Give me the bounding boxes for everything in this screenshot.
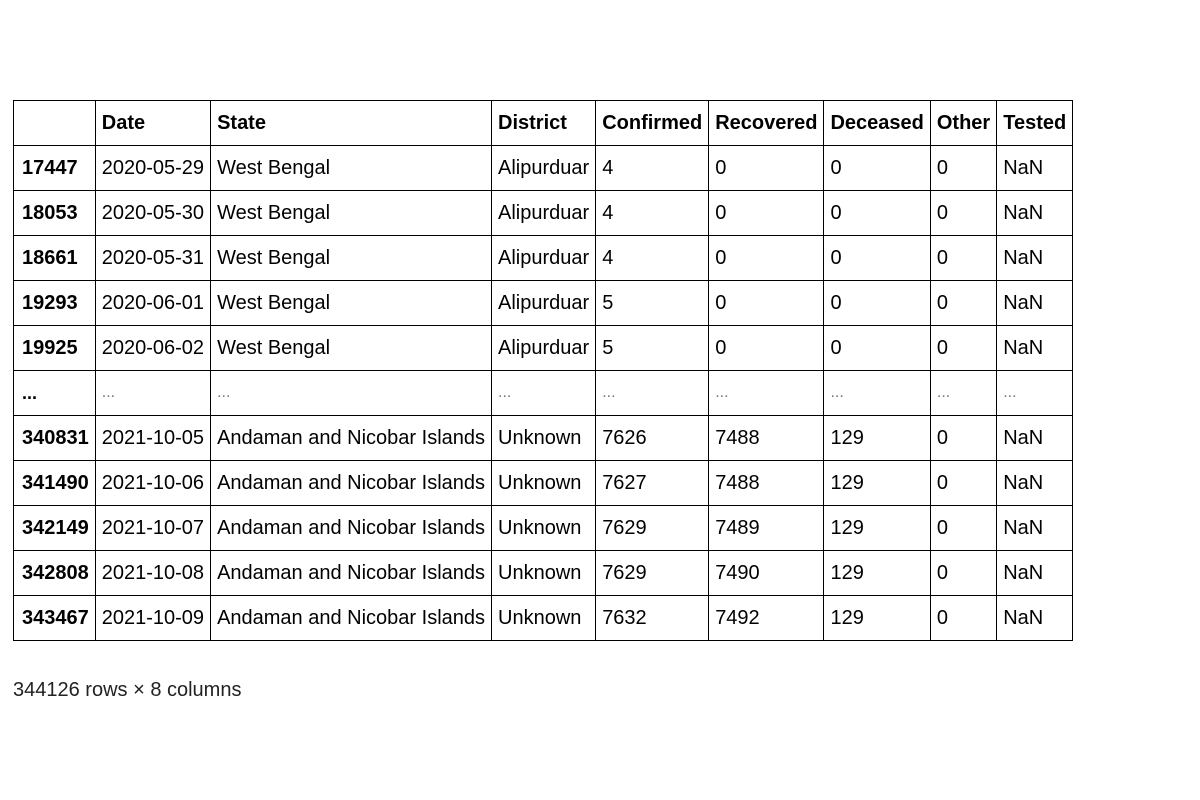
row-index: 340831 <box>14 416 96 461</box>
cell-recovered: 0 <box>709 326 824 371</box>
table-row <box>14 596 1073 641</box>
cell-date: ... <box>95 371 210 416</box>
cell-deceased: ... <box>824 371 930 416</box>
cell-other: ... <box>930 371 996 416</box>
cell-district: Unknown <box>492 461 596 506</box>
cell-other: 0 <box>930 506 996 551</box>
cell-confirmed: 4 <box>596 236 709 281</box>
cell-deceased: 129 <box>824 596 930 641</box>
cell-state: Andaman and Nicobar Islands <box>211 551 492 596</box>
table-row <box>14 146 1073 191</box>
table-row <box>14 461 1073 506</box>
table-row <box>14 191 1073 236</box>
cell-tested: ... <box>997 371 1073 416</box>
cell-state: West Bengal <box>211 191 492 236</box>
cell-other: 0 <box>930 416 996 461</box>
shape-caption: 344126 rows × 8 columns <box>13 679 242 701</box>
cell-recovered: ... <box>709 371 824 416</box>
table-row <box>14 506 1073 551</box>
cell-state: Andaman and Nicobar Islands <box>211 506 492 551</box>
row-index: 341490 <box>14 461 96 506</box>
cell-date: 2021-10-08 <box>95 551 210 596</box>
cell-tested: NaN <box>997 146 1073 191</box>
cell-recovered: 7489 <box>709 506 824 551</box>
cell-confirmed: ... <box>596 371 709 416</box>
cell-recovered: 0 <box>709 191 824 236</box>
cell-confirmed: 7632 <box>596 596 709 641</box>
cell-state: West Bengal <box>211 281 492 326</box>
row-index: 342808 <box>14 551 96 596</box>
cell-confirmed: 5 <box>596 326 709 371</box>
cell-date: 2020-05-30 <box>95 191 210 236</box>
cell-tested: NaN <box>997 551 1073 596</box>
row-index: 17447 <box>14 146 96 191</box>
cell-recovered: 7492 <box>709 596 824 641</box>
table-header <box>14 101 1073 146</box>
cell-recovered: 0 <box>709 146 824 191</box>
cell-district: Alipurduar <box>492 191 596 236</box>
cell-deceased: 0 <box>824 191 930 236</box>
row-index: 18661 <box>14 236 96 281</box>
cell-state: Andaman and Nicobar Islands <box>211 416 492 461</box>
cell-tested: NaN <box>997 326 1073 371</box>
cell-deceased: 0 <box>824 281 930 326</box>
cell-confirmed: 4 <box>596 146 709 191</box>
cell-date: 2020-06-01 <box>95 281 210 326</box>
row-index: 18053 <box>14 191 96 236</box>
cell-deceased: 0 <box>824 326 930 371</box>
header-deceased: Deceased <box>824 101 930 146</box>
cell-tested: NaN <box>997 236 1073 281</box>
table-row <box>14 416 1073 461</box>
dataframe-output <box>13 100 1073 641</box>
cell-district: Unknown <box>492 551 596 596</box>
cell-confirmed: 4 <box>596 191 709 236</box>
cell-other: 0 <box>930 596 996 641</box>
cell-state: Andaman and Nicobar Islands <box>211 596 492 641</box>
header-confirmed: Confirmed <box>596 101 709 146</box>
cell-tested: NaN <box>997 191 1073 236</box>
cell-date: 2020-05-31 <box>95 236 210 281</box>
cell-district: Unknown <box>492 416 596 461</box>
cell-district: Alipurduar <box>492 281 596 326</box>
cell-date: 2021-10-07 <box>95 506 210 551</box>
cell-other: 0 <box>930 236 996 281</box>
row-index: 342149 <box>14 506 96 551</box>
cell-district: Alipurduar <box>492 326 596 371</box>
header-index <box>14 101 96 146</box>
table-body <box>14 146 1073 641</box>
table-row <box>14 326 1073 371</box>
cell-tested: NaN <box>997 596 1073 641</box>
dataframe-table <box>13 100 1073 641</box>
cell-state: ... <box>211 371 492 416</box>
header-row <box>14 101 1073 146</box>
table-row <box>14 551 1073 596</box>
row-index: 343467 <box>14 596 96 641</box>
cell-confirmed: 7629 <box>596 551 709 596</box>
cell-district: Alipurduar <box>492 146 596 191</box>
header-district: District <box>492 101 596 146</box>
cell-district: Unknown <box>492 596 596 641</box>
cell-state: West Bengal <box>211 146 492 191</box>
cell-other: 0 <box>930 146 996 191</box>
cell-other: 0 <box>930 191 996 236</box>
cell-tested: NaN <box>997 461 1073 506</box>
cell-date: 2021-10-05 <box>95 416 210 461</box>
cell-confirmed: 7626 <box>596 416 709 461</box>
cell-date: 2021-10-06 <box>95 461 210 506</box>
cell-recovered: 7488 <box>709 416 824 461</box>
cell-district: Unknown <box>492 506 596 551</box>
cell-recovered: 0 <box>709 236 824 281</box>
header-other: Other <box>930 101 996 146</box>
header-tested: Tested <box>997 101 1073 146</box>
header-date: Date <box>95 101 210 146</box>
cell-deceased: 129 <box>824 551 930 596</box>
cell-other: 0 <box>930 461 996 506</box>
row-index: 19293 <box>14 281 96 326</box>
row-index: ... <box>14 371 96 416</box>
table-row <box>14 236 1073 281</box>
cell-other: 0 <box>930 551 996 596</box>
header-state: State <box>211 101 492 146</box>
cell-district: Alipurduar <box>492 236 596 281</box>
cell-state: West Bengal <box>211 236 492 281</box>
cell-tested: NaN <box>997 506 1073 551</box>
cell-date: 2020-05-29 <box>95 146 210 191</box>
cell-confirmed: 7627 <box>596 461 709 506</box>
cell-confirmed: 5 <box>596 281 709 326</box>
cell-district: ... <box>492 371 596 416</box>
cell-tested: NaN <box>997 416 1073 461</box>
cell-state: West Bengal <box>211 326 492 371</box>
cell-deceased: 129 <box>824 506 930 551</box>
cell-deceased: 0 <box>824 236 930 281</box>
cell-recovered: 7490 <box>709 551 824 596</box>
cell-tested: NaN <box>997 281 1073 326</box>
cell-deceased: 129 <box>824 461 930 506</box>
header-recovered: Recovered <box>709 101 824 146</box>
cell-date: 2021-10-09 <box>95 596 210 641</box>
cell-recovered: 7488 <box>709 461 824 506</box>
table-row <box>14 281 1073 326</box>
row-index: 19925 <box>14 326 96 371</box>
cell-confirmed: 7629 <box>596 506 709 551</box>
cell-recovered: 0 <box>709 281 824 326</box>
cell-date: 2020-06-02 <box>95 326 210 371</box>
ellipsis-row <box>14 371 1073 416</box>
cell-other: 0 <box>930 281 996 326</box>
cell-deceased: 0 <box>824 146 930 191</box>
cell-deceased: 129 <box>824 416 930 461</box>
cell-other: 0 <box>930 326 996 371</box>
cell-state: Andaman and Nicobar Islands <box>211 461 492 506</box>
